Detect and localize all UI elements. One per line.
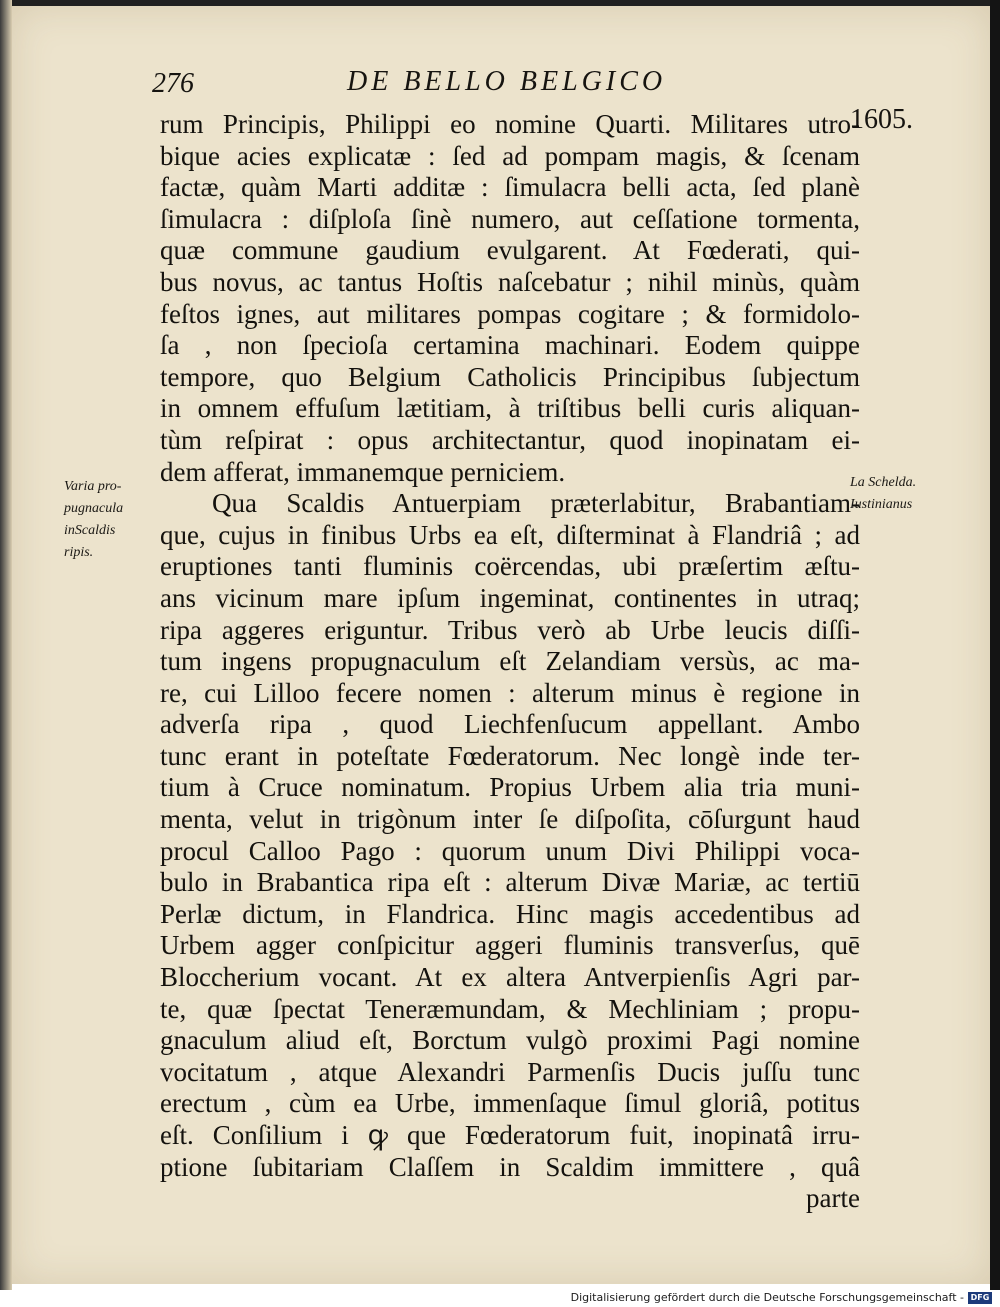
page-number: 276: [152, 68, 194, 99]
text-line: adverſa ripa , quod Liechfenſucum appellant. Ambo: [160, 709, 860, 740]
margin-note-right: [850, 472, 960, 516]
text-line: ſa , non ſpecioſa certamina machinari. Eodem quippe: [160, 330, 860, 361]
text-line: eſt. Conſilium i ꝙ que Fœderatorum fuit, inopinatâ irru-: [160, 1120, 860, 1150]
text-line: Bloccherium vocant. At ex altera Antverpienſis Agri par-: [160, 962, 860, 993]
margin-note-line: Iustinianus: [850, 497, 913, 512]
text-line: feſtos ignes, aut militares pompas cogitare ; & formidolo-: [160, 298, 860, 329]
margin-note-left: [64, 476, 159, 564]
text-line: tempore, quo Belgium Catholicis Principibus ſubjectum: [160, 361, 860, 392]
text-line: gnaculum aliud eſt, Borctum vulgò proximi Pagi nomine: [160, 1025, 860, 1056]
text-line: bulo in Brabantica ripa eſt : alterum Divæ Mariæ, ac tertiū: [160, 867, 860, 898]
text-line: bique acies explicatæ : ſed ad pompam magis, & ſcenam: [160, 140, 860, 171]
margin-note-line: Varia pro-: [64, 479, 122, 494]
digitization-footer: [0, 1290, 1000, 1307]
text-line: ans vicinum mare ipſum ingeminat, continentes in utraq;: [160, 582, 860, 613]
text-line: tum ingens propugnaculum eſt Zelandiam versùs, ac ma-: [160, 646, 860, 677]
scan-border-right: [990, 0, 1000, 1290]
text-line: rum Principis, Philippi eo nomine Quarti. Militares utro-: [160, 109, 860, 139]
book-page: [12, 6, 990, 1284]
marginal-year: 1605.: [850, 104, 913, 135]
text-line: ptione ſubitariam Claſſem in Scaldim immittere , quâ: [160, 1151, 860, 1182]
text-line: ripa aggeres eriguntur. Tribus verò ab Urbe leucis diſſi-: [160, 614, 860, 645]
text-line: tium à Cruce nominatum. Propius Urbem alia tria muni-: [160, 772, 860, 803]
text-line: vocitatum , atque Alexandri Parmenſis Ducis juſſu tunc: [160, 1056, 860, 1087]
text-line: te, quæ ſpectat Teneræmundam, & Mechliniam ; propu-: [160, 993, 860, 1024]
text-line: eruptiones tanti fluminis coërcendas, ubi præſertim æſtu-: [160, 551, 860, 582]
scan-border-left: [0, 0, 12, 1290]
text-line: que, cujus in finibus Urbs ea eſt, diſterminat à Flandriâ ; ad: [160, 519, 860, 550]
running-head: DE BELLO BELGICO: [347, 66, 667, 97]
text-line: tunc erant in poteſtate Fœderatorum. Nec longè inde ter-: [160, 740, 860, 771]
text-line: Urbem agger conſpicitur aggeri fluminis transverſus, quē: [160, 930, 860, 961]
text-line: dem afferat, immanemque perniciem.: [160, 456, 566, 487]
text-line: procul Calloo Pago : quorum unum Divi Philippi voca-: [160, 835, 860, 866]
text-line: bus novus, ac tantus Hoſtis naſcebatur ; nihil minùs, quàm: [160, 266, 860, 297]
text-line: ſimulacra : diſploſa ſinè numero, aut ceſſatione tormenta,: [160, 203, 860, 234]
page-header: [152, 68, 872, 104]
text-line: factæ, quàm Marti additæ : ſimulacra belli acta, ſed planè: [160, 172, 860, 203]
text-line: erectum , cùm ea Urbe, immenſaque ſimul gloriâ, potitus: [160, 1088, 860, 1119]
text-line: quæ commune gaudium evulgarent. At Fœderati, qui-: [160, 235, 860, 266]
catchword: parte: [806, 1183, 860, 1214]
text-line: in omnem effuſum lætitiam, à triſtibus belli curis aliquan-: [160, 393, 860, 424]
text-line: menta, velut in trigònum inter ſe diſpoſita, cōſurgunt haud: [160, 804, 860, 835]
dfg-logo-icon: DFG: [968, 1292, 992, 1304]
text-line: tùm reſpirat : opus architectantur, quod inopinatam ei-: [160, 424, 860, 455]
margin-note-line: ripis.: [64, 545, 94, 560]
footer-credit: Digitalisierung gefördert durch die Deutsche Forschungsgemeinschaft -: [570, 1291, 964, 1304]
margin-note-line: pugnacula: [64, 501, 124, 516]
margin-note-line: inScaldis: [64, 523, 116, 538]
text-line: re, cui Lilloo fecere nomen : alterum minus è regione in: [160, 677, 860, 708]
body-text: [160, 109, 860, 1215]
text-line: Perlæ dictum, in Flandrica. Hinc magis accedentibus ad: [160, 898, 860, 929]
text-line: Qua Scaldis Antuerpiam præterlabitur, Brabantiam-: [212, 488, 860, 519]
margin-note-line: La Schelda.: [850, 475, 917, 490]
